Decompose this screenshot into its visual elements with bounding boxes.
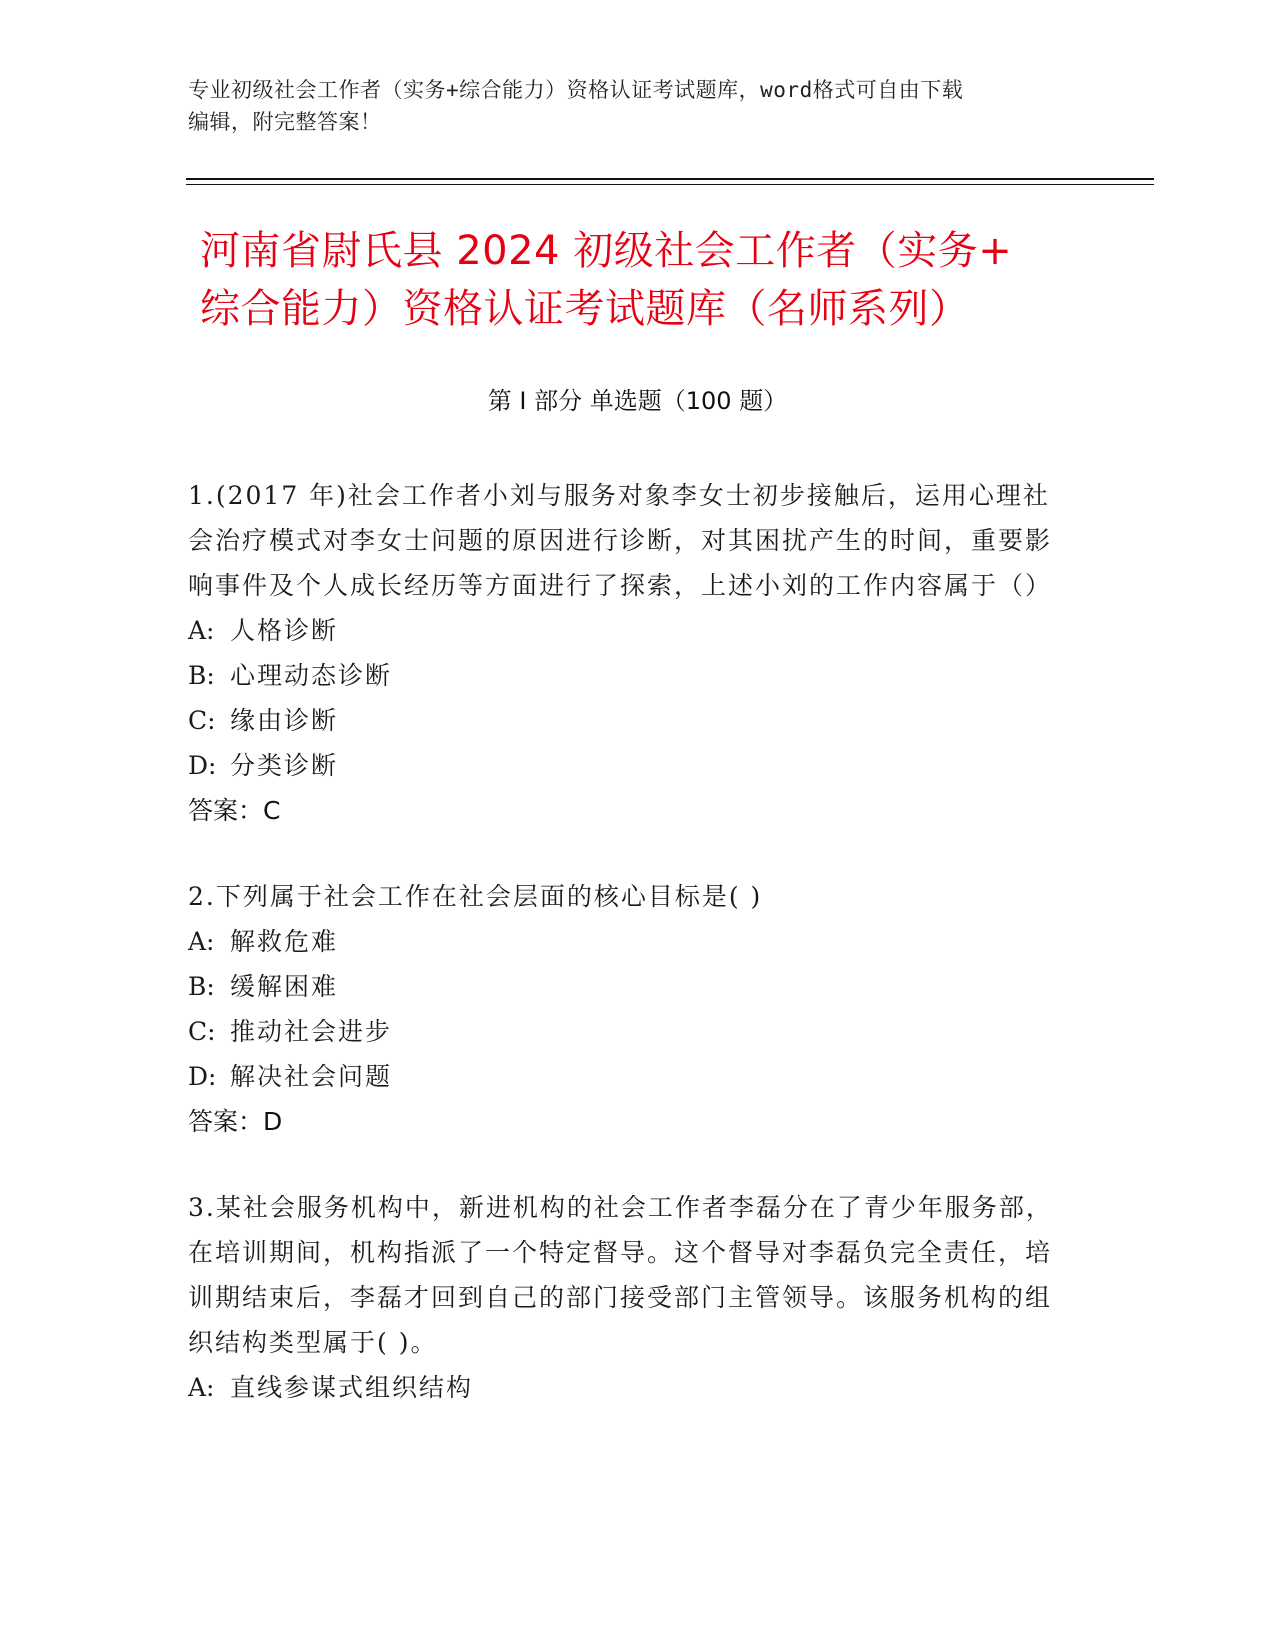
option-key: B: [188,972,215,1001]
option-a [188,608,1068,653]
option-key: A: [188,1373,215,1402]
question-stem: 3.某社会服务机构中，新进机构的社会工作者李磊分在了青少年服务部，在培训期间，机构指派了一个特定督导。这个督导对李磊负完全责任，培训期结束后，李磊才回到自己的部门接受部门主管领导。该服务机构的组织结构类型属于( )。 [188,1193,1053,1357]
question-3 [188,1185,1068,1410]
question-2 [188,874,1068,1144]
option-key: C: [188,1017,216,1046]
header-note-line-2: 编辑，附完整答案！ [188,110,382,134]
option-d [188,743,1068,788]
option-b [188,964,1068,1009]
option-key: A: [188,616,215,645]
option-a [188,919,1068,964]
option-key: B: [188,661,215,690]
option-c [188,1009,1068,1054]
option-text: 人格诊断 [230,616,339,645]
question-1 [188,473,1068,833]
option-text: 解救危难 [230,927,339,956]
option-text: 缘由诊断 [230,706,339,735]
option-text: 缓解困难 [230,972,339,1001]
option-text: 心理动态诊断 [230,661,393,690]
option-key: C: [188,706,216,735]
section-title: 第 I 部分 单选题（100 题） [487,387,788,415]
option-text: 直线参谋式组织结构 [230,1373,474,1402]
option-a [188,1365,1068,1410]
answer-line: 答案：C [188,796,281,825]
header-note-line-1: 专业初级社会工作者（实务+综合能力）资格认证考试题库，word格式可自由下载 [188,78,964,102]
document-title-line-2: 综合能力）资格认证考试题库（名师系列） [200,286,970,332]
option-c [188,698,1068,743]
option-d [188,1054,1068,1099]
question-spacer [188,833,1068,874]
option-text: 推动社会进步 [230,1017,393,1046]
header-rule-thin [186,184,1154,185]
question-list [188,473,1068,1410]
option-key: D: [188,751,217,780]
option-text: 解决社会问题 [230,1062,393,1091]
header-rule-thick [186,178,1154,180]
answer-line: 答案：D [188,1107,283,1136]
header-note [188,74,1088,138]
document-title-line-1: 河南省尉氏县 2024 初级社会工作者（实务+ [200,228,1013,274]
option-key: D: [188,1062,217,1091]
document-title [200,222,1100,338]
option-b [188,653,1068,698]
question-stem: 1.(2017 年)社会工作者小刘与服务对象李女士初步接触后，运用心理社会治疗模式对李女士问题的原因进行诊断，对其困扰产生的时间，重要影响事件及个人成长经历等方面进行了探索，上述小刘的工作内容属于（） [188,481,1053,600]
question-stem: 2.下列属于社会工作在社会层面的核心目标是( ) [188,882,763,911]
option-text: 分类诊断 [230,751,339,780]
option-key: A: [188,927,215,956]
question-spacer [188,1144,1068,1185]
